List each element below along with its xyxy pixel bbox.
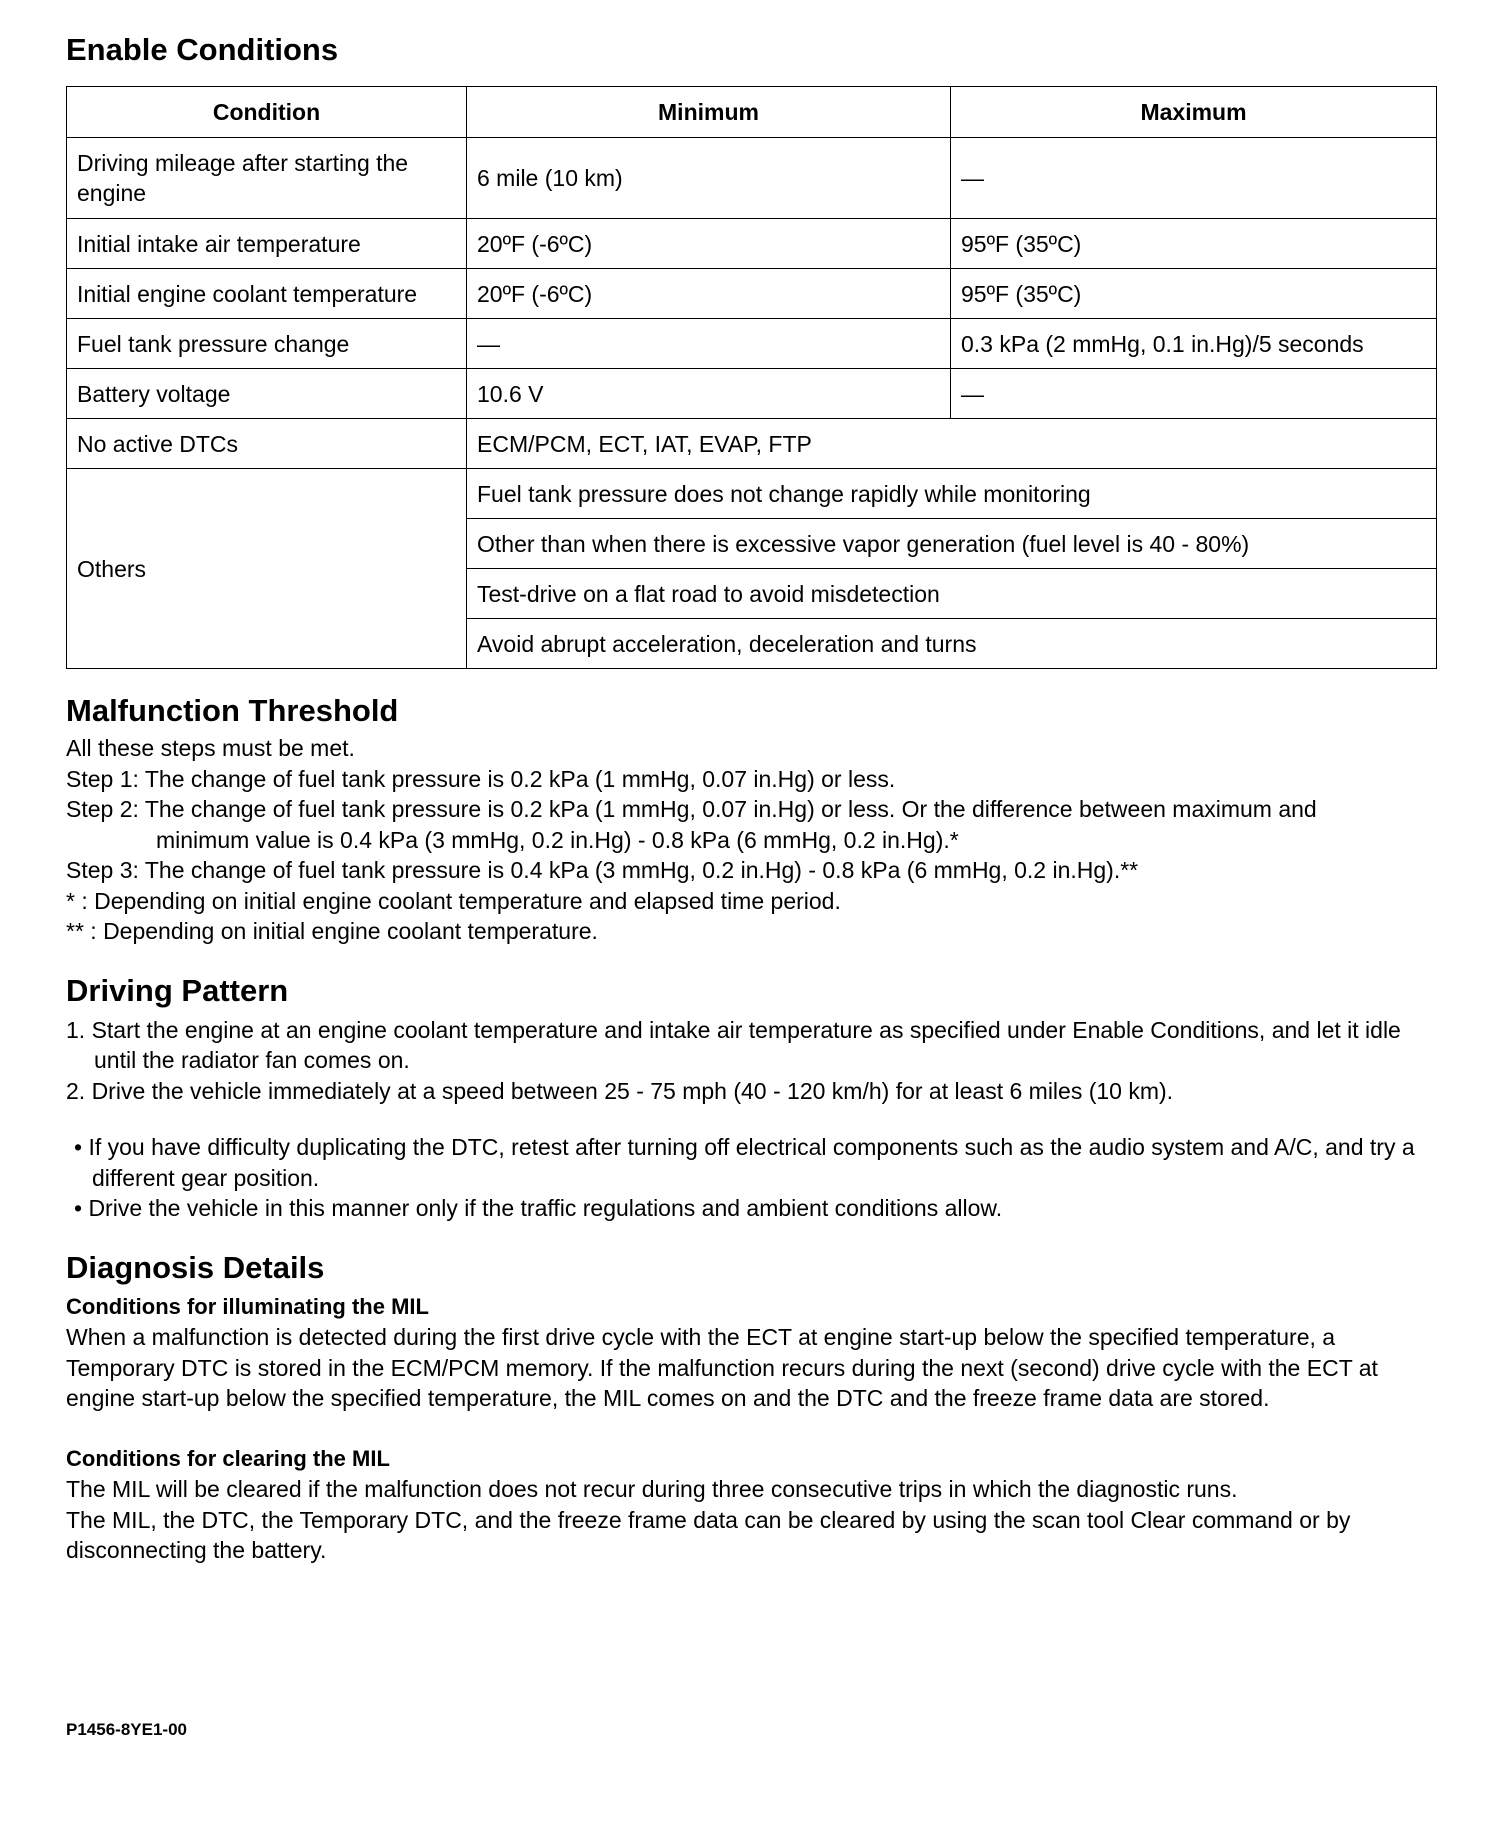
maximum-cell: 95ºF (35ºC)	[951, 269, 1437, 319]
malfunction-threshold-title: Malfunction Threshold	[66, 693, 399, 728]
threshold-note-1: * : Depending on initial engine coolant temperature and elapsed time period.	[66, 887, 841, 914]
driving-pattern-steps	[66, 1015, 1436, 1107]
list-item: 2. Drive the vehicle immediately at a speed between 25 - 75 mph (40 - 120 km/h) for at least 6 miles (10 km).	[66, 1077, 1174, 1104]
others-condition-cell: Others	[67, 469, 467, 669]
condition-cell: Fuel tank pressure change	[67, 319, 467, 369]
header-minimum: Minimum	[467, 87, 951, 138]
clearing-mil-text-2: The MIL, the DTC, the Temporary DTC, and the freeze frame data can be cleared by using the scan tool Clear command or by disconnecting the battery.	[66, 1506, 1351, 1563]
threshold-step-3: Step 3: The change of fuel tank pressure is 0.4 kPa (3 mmHg, 0.2 in.Hg) - 0.8 kPa (6 mmHg, 0.2 in.Hg).**	[66, 857, 1139, 883]
enable-conditions-table	[66, 86, 1437, 669]
diagnosis-details-section	[66, 1248, 1436, 1566]
condition-cell: Initial engine coolant temperature	[67, 269, 467, 319]
malfunction-threshold-section	[66, 691, 1436, 947]
clearing-mil-text-1: The MIL will be cleared if the malfunction does not recur during three consecutive trips in which the diagnostic runs.	[66, 1476, 1238, 1502]
table-row	[67, 369, 1437, 419]
condition-cell: Initial intake air temperature	[67, 219, 467, 269]
others-item-cell: Other than when there is excessive vapor generation (fuel level is 40 - 80%)	[467, 519, 1437, 569]
condition-cell: Driving mileage after starting the engine	[67, 138, 467, 219]
table-header-row	[67, 87, 1437, 138]
driving-pattern-notes	[66, 1132, 1436, 1224]
others-item-cell: Fuel tank pressure does not change rapidly while monitoring	[467, 469, 1437, 519]
document-page	[66, 30, 1436, 1566]
minimum-cell: 6 mile (10 km)	[467, 138, 951, 219]
minimum-cell: 20ºF (-6ºC)	[467, 219, 951, 269]
enable-conditions-title: Enable Conditions	[66, 32, 339, 67]
illuminating-mil-heading: Conditions for illuminating the MIL	[66, 1293, 429, 1319]
list-item: • Drive the vehicle in this manner only if the traffic regulations and ambient conditions allow.	[74, 1195, 1003, 1221]
others-item-cell: Test-drive on a flat road to avoid misdetection	[467, 569, 1437, 619]
header-condition: Condition	[67, 87, 467, 138]
threshold-intro: All these steps must be met.	[66, 735, 355, 761]
maximum-cell: 95ºF (35ºC)	[951, 219, 1437, 269]
list-item: • If you have difficulty duplicating the DTC, retest after turning off electrical components such as the audio system and A/C, and try a different gear position.	[74, 1134, 1415, 1191]
threshold-step-2-line-2: minimum value is 0.4 kPa (3 mmHg, 0.2 in.Hg) - 0.8 kPa (6 mmHg, 0.2 in.Hg).*	[156, 826, 959, 853]
minimum-cell: 20ºF (-6ºC)	[467, 269, 951, 319]
threshold-step-1: Step 1: The change of fuel tank pressure is 0.2 kPa (1 mmHg, 0.07 in.Hg) or less.	[66, 765, 896, 792]
threshold-step-2-line-1: Step 2: The change of fuel tank pressure is 0.2 kPa (1 mmHg, 0.07 in.Hg) or less. Or the difference between maximum and	[66, 796, 1317, 822]
table-row	[67, 269, 1437, 319]
maximum-cell: —	[951, 138, 1437, 219]
maximum-cell: 0.3 kPa (2 mmHg, 0.1 in.Hg)/5 seconds	[951, 319, 1437, 369]
table-row	[67, 319, 1437, 369]
condition-cell: No active DTCs	[67, 419, 467, 469]
table-row	[67, 419, 1437, 469]
condition-cell: Battery voltage	[67, 369, 467, 419]
table-row	[67, 219, 1437, 269]
table-row	[67, 138, 1437, 219]
document-code: P1456-8YE1-00	[66, 1720, 187, 1739]
diagnosis-details-title: Diagnosis Details	[66, 1249, 325, 1285]
list-item: 1. Start the engine at an engine coolant temperature and intake air temperature as specified under Enable Conditions, and let it idle until the radiator fan comes on.	[66, 1016, 1401, 1073]
table-row	[67, 469, 1437, 519]
minimum-cell: 10.6 V	[467, 369, 951, 419]
maximum-cell: —	[951, 369, 1437, 419]
driving-pattern-title: Driving Pattern	[66, 972, 289, 1008]
clearing-mil-heading: Conditions for clearing the MIL	[66, 1445, 390, 1471]
others-item-cell: Avoid abrupt acceleration, deceleration and turns	[467, 619, 1437, 669]
threshold-note-2: ** : Depending on initial engine coolant temperature.	[66, 918, 598, 944]
minimum-cell: —	[467, 319, 951, 369]
header-maximum: Maximum	[951, 87, 1437, 138]
dtc-list-cell: ECM/PCM, ECT, IAT, EVAP, FTP	[467, 419, 1437, 469]
driving-pattern-section	[66, 971, 1436, 1224]
illuminating-mil-text: When a malfunction is detected during the first drive cycle with the ECT at engine start-up below the specified temperature, a Temporary DTC is stored in the ECM/PCM memory. If the malfunction recurs during the next (second) drive cycle with the ECT at engine start-up below the specified temperature, the MIL comes on and the DTC and the freeze frame data are stored.	[66, 1324, 1378, 1411]
